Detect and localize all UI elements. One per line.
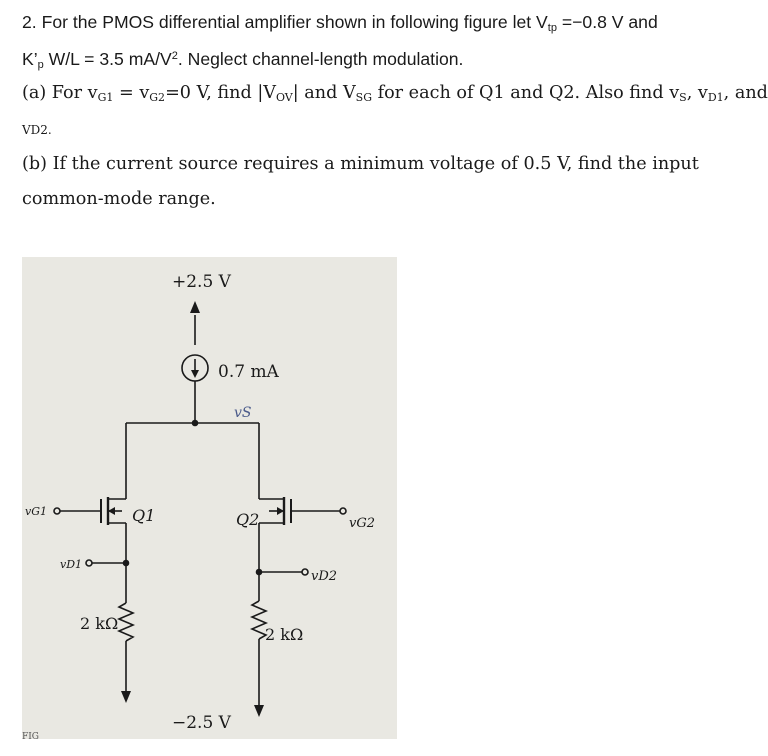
vg2-label: vG2 bbox=[349, 516, 375, 531]
part-a-line-2: VD2. bbox=[22, 123, 52, 137]
part-b-text-1: If the current source requires a minimum voltage of 0.5 V, find the input bbox=[47, 154, 699, 174]
vg2-terminal bbox=[340, 508, 346, 514]
part-a-text-7: , and bbox=[723, 83, 768, 103]
vss-label: −2.5 V bbox=[172, 713, 231, 733]
q2-label: Q2 bbox=[236, 510, 260, 529]
part-b-label: (b) bbox=[22, 154, 47, 174]
vd2-label: vD2 bbox=[311, 569, 338, 584]
d1-subscript: D1 bbox=[707, 91, 724, 104]
vg1-terminal bbox=[54, 508, 60, 514]
vd1-label: vD1 bbox=[60, 558, 83, 571]
kp-value: W/L = 3.5 mA/V bbox=[43, 49, 172, 69]
current-label: 0.7 mA bbox=[218, 362, 279, 382]
g2-subscript: G2 bbox=[149, 91, 166, 104]
problem-line-1 bbox=[22, 12, 658, 38]
rd2-label: 2 kΩ bbox=[265, 625, 304, 644]
kp-superscript: 2 bbox=[171, 50, 178, 62]
g1-subscript: G1 bbox=[97, 91, 114, 104]
part-a-text-4: | and V bbox=[292, 83, 356, 103]
rd1-label: 2 kΩ bbox=[80, 614, 119, 633]
vd2-terminal bbox=[302, 569, 308, 575]
part-a-text-6: , v bbox=[686, 83, 708, 103]
part-b-line bbox=[22, 154, 699, 174]
vtp-subscript: tp bbox=[547, 22, 557, 34]
kp-symbol: K’ bbox=[22, 49, 38, 69]
sg-subscript: SG bbox=[355, 91, 372, 104]
part-a-text-1: For v bbox=[46, 83, 98, 103]
problem-line-2 bbox=[22, 46, 463, 75]
part-a-line bbox=[22, 83, 768, 108]
s-subscript: S bbox=[679, 91, 687, 104]
vd1-terminal bbox=[86, 560, 92, 566]
part-a-label: (a) bbox=[22, 83, 47, 103]
vg1-label: vG1 bbox=[25, 505, 47, 518]
kp-subscript: p bbox=[37, 59, 44, 71]
figure-background bbox=[22, 257, 397, 739]
problem-intro: For the PMOS differential amplifier shown in following figure let V bbox=[41, 12, 548, 32]
part-a-text-3: =0 V, find |V bbox=[165, 83, 276, 103]
q1-label: Q1 bbox=[132, 506, 156, 525]
ov-subscript: OV bbox=[275, 91, 293, 104]
part-a-text-5: for each of Q1 and Q2. Also find v bbox=[371, 83, 680, 103]
vtp-value: =−0.8 V and bbox=[556, 12, 658, 32]
kp-end: . Neglect channel-length modulation. bbox=[177, 49, 464, 69]
circuit-figure bbox=[22, 257, 397, 742]
problem-number: 2. bbox=[22, 12, 37, 32]
part-a-text-2: = v bbox=[113, 83, 150, 103]
part-b-line-2: common-mode range. bbox=[22, 189, 216, 209]
vs-label: vS bbox=[234, 405, 252, 421]
figure-corner-label: FIG bbox=[22, 732, 39, 742]
vdd-label: +2.5 V bbox=[172, 272, 231, 292]
